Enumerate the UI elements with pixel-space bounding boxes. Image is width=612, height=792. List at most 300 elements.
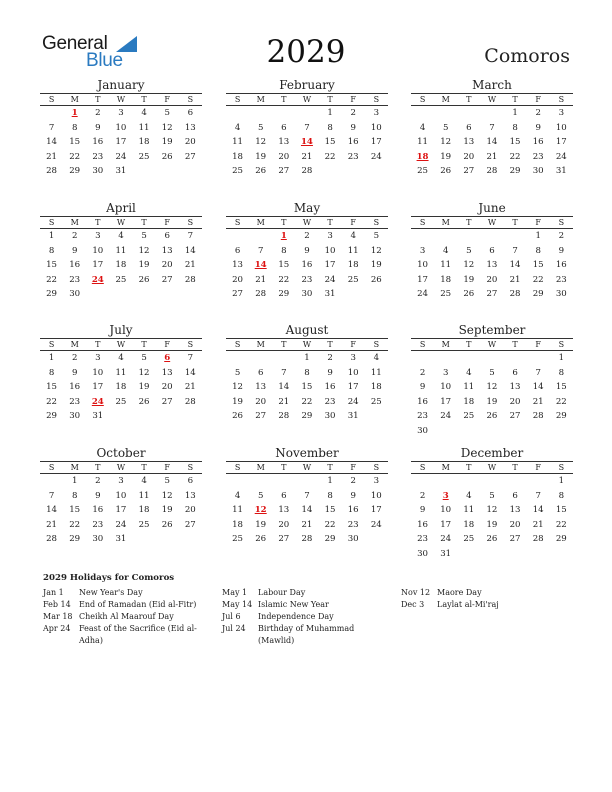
calendar-day: 24	[115, 151, 127, 162]
weekday-label: T	[466, 95, 472, 104]
calendar-day: 5	[373, 231, 380, 241]
empty-day	[411, 474, 434, 489]
week-row	[40, 287, 202, 302]
calendar-day: 18	[463, 519, 475, 530]
calendar-day: 16	[417, 519, 429, 530]
week-row	[226, 395, 388, 410]
week-row	[411, 229, 573, 244]
weekday-label: S	[234, 95, 241, 104]
calendar-day: 4	[466, 367, 472, 378]
calendar-day: 4	[350, 231, 356, 241]
holiday-name: Birthday of Muhammad (Mawlid)	[258, 624, 355, 645]
weekday-label: S	[373, 463, 380, 472]
weekday-label: S	[419, 218, 426, 227]
month-name: November	[275, 446, 339, 460]
week-row	[40, 351, 202, 366]
calendar-day: 26	[232, 411, 244, 421]
week-row	[411, 380, 573, 395]
calendar-day: 17	[440, 519, 452, 530]
calendar-day: 28	[46, 534, 58, 544]
calendar-day: 12	[370, 245, 382, 256]
calendar-day: 29	[555, 534, 567, 544]
calendar-day: 20	[161, 382, 173, 392]
empty-day	[272, 474, 295, 489]
calendar-day: 26	[138, 396, 150, 407]
empty-day	[179, 409, 202, 424]
calendar-day: 16	[69, 260, 81, 270]
calendar-day: 5	[442, 122, 449, 133]
calendar-day: 10	[440, 505, 452, 515]
calendar-day: 24	[440, 534, 452, 544]
week-row	[40, 106, 202, 121]
calendar-day: 17	[370, 505, 382, 515]
empty-day	[109, 287, 132, 302]
calendar-day: 1	[512, 108, 518, 118]
calendar-day: 13	[486, 260, 498, 270]
calendar-day: 28	[486, 166, 498, 176]
week-row	[226, 532, 388, 547]
holiday-day: 1	[280, 231, 287, 241]
holiday-item	[401, 587, 571, 599]
calendar-day: 25	[370, 396, 382, 407]
calendar-day: 21	[486, 151, 498, 162]
calendar-day: 25	[138, 151, 150, 162]
calendar-day: 12	[232, 382, 244, 392]
calendar-day: 8	[304, 367, 310, 378]
empty-day	[504, 474, 527, 489]
weekday-label: T	[141, 95, 147, 104]
calendar-day: 12	[486, 382, 498, 392]
week-row	[411, 474, 573, 489]
calendar-day: 20	[232, 274, 244, 285]
calendar-day: 27	[509, 534, 521, 544]
calendar-day: 16	[555, 260, 567, 270]
empty-day	[342, 287, 365, 302]
weekday-label: W	[302, 463, 312, 472]
calendar-day: 25	[463, 534, 475, 544]
calendar-day: 16	[324, 382, 336, 392]
weekday-label: F	[350, 95, 356, 104]
holiday-date: Jan 1	[43, 588, 64, 597]
calendar-day: 18	[463, 396, 475, 407]
calendar-day: 11	[440, 260, 452, 270]
calendar-day: 30	[417, 425, 429, 436]
calendar-day: 25	[232, 534, 244, 544]
month-name: September	[458, 323, 526, 337]
empty-day	[434, 424, 457, 439]
month-september	[411, 323, 573, 438]
calendar-day: 11	[370, 367, 382, 378]
calendar-day: 5	[164, 108, 170, 118]
calendar-day: 22	[69, 519, 81, 530]
calendar-day: 27	[232, 289, 244, 299]
weekday-header	[226, 216, 388, 229]
calendar-day: 27	[184, 519, 196, 530]
calendar-day: 31	[115, 534, 127, 544]
logo-text-general: General	[42, 33, 108, 54]
empty-day	[527, 547, 550, 562]
calendar-day: 7	[304, 490, 310, 501]
holiday-day: 24	[91, 396, 104, 407]
calendar-day: 9	[419, 382, 426, 392]
calendar-day: 30	[555, 289, 567, 299]
logo-text-blue: Blue	[86, 50, 123, 71]
holiday-date: Dec 3	[401, 600, 425, 609]
empty-day	[249, 474, 272, 489]
calendar-day: 15	[69, 505, 81, 515]
calendar-day: 26	[255, 166, 267, 176]
week-row	[40, 474, 202, 489]
calendar-day: 18	[347, 260, 359, 270]
calendar-day: 21	[255, 274, 267, 285]
weekday-label: S	[48, 218, 55, 227]
week-row	[226, 244, 388, 259]
calendar-day: 24	[370, 519, 382, 530]
empty-day	[40, 106, 63, 121]
weekday-label: S	[558, 218, 565, 227]
calendar-day: 14	[301, 505, 313, 515]
calendar-day: 7	[304, 122, 310, 133]
weekday-label: T	[327, 218, 333, 227]
week-row	[411, 150, 573, 165]
holiday-item	[222, 623, 392, 647]
weekday-label: W	[487, 218, 497, 227]
empty-day	[504, 229, 527, 244]
calendar-day: 22	[509, 151, 521, 162]
calendar-day: 5	[489, 367, 495, 378]
calendar-day: 10	[324, 245, 336, 256]
calendar-day: 9	[350, 490, 356, 501]
calendar-day: 14	[509, 260, 521, 270]
empty-day	[550, 547, 573, 562]
month-name: March	[472, 78, 512, 92]
calendar-day: 2	[535, 108, 541, 118]
calendar-day: 2	[350, 108, 356, 118]
week-row	[226, 380, 388, 395]
calendar-day: 25	[138, 519, 150, 530]
weekday-label: M	[256, 463, 265, 472]
calendar-day: 5	[141, 353, 147, 363]
empty-day	[365, 287, 388, 302]
weekday-label: T	[466, 218, 472, 227]
calendar-day: 15	[301, 382, 313, 392]
month-name: February	[279, 78, 335, 92]
holiday-date: May 1	[222, 588, 248, 597]
calendar-day: 27	[463, 166, 475, 176]
week-row	[411, 258, 573, 273]
empty-day	[156, 532, 179, 547]
calendar-day: 9	[95, 122, 101, 133]
empty-day	[295, 474, 318, 489]
week-row	[411, 489, 573, 504]
calendar-day: 27	[278, 534, 290, 544]
empty-day	[179, 164, 202, 179]
calendar-day: 11	[115, 245, 127, 256]
month-name: August	[285, 323, 329, 337]
calendar-day: 13	[463, 137, 475, 147]
calendar-day: 9	[419, 505, 426, 515]
week-row	[40, 518, 202, 533]
calendar-day: 17	[92, 382, 104, 392]
calendar-day: 4	[234, 122, 241, 133]
week-row	[40, 409, 202, 424]
calendar-day: 12	[161, 122, 173, 133]
empty-day	[504, 424, 527, 439]
weekday-label: T	[281, 95, 287, 104]
calendar-day: 13	[232, 260, 244, 270]
empty-day	[434, 474, 457, 489]
calendar-day: 19	[370, 260, 382, 270]
week-row	[40, 135, 202, 150]
calendar-day: 26	[255, 534, 267, 544]
weekday-label: S	[187, 340, 194, 349]
weekday-label: T	[512, 340, 518, 349]
weekday-label: F	[350, 340, 356, 349]
calendar-day: 15	[324, 505, 336, 515]
holiday-name: Independence Day	[258, 612, 334, 621]
calendar-day: 24	[324, 274, 336, 285]
holiday-name: Islamic New Year	[258, 600, 329, 609]
empty-day	[133, 532, 156, 547]
week-row	[411, 366, 573, 381]
holiday-day: 18	[416, 151, 429, 162]
week-row	[226, 106, 388, 121]
calendar-day: 6	[466, 122, 472, 133]
weekday-label: T	[281, 218, 287, 227]
calendar-day: 6	[281, 122, 287, 133]
calendar-day: 3	[118, 108, 124, 118]
weekday-label: S	[558, 340, 565, 349]
calendar-day: 31	[115, 166, 127, 176]
weekday-label: T	[281, 463, 287, 472]
calendar-day: 13	[278, 505, 290, 515]
calendar-day: 29	[324, 534, 336, 544]
calendar-day: 13	[161, 367, 173, 378]
empty-day	[156, 409, 179, 424]
empty-day	[249, 229, 272, 244]
calendar-day: 31	[324, 289, 336, 299]
empty-day	[434, 106, 457, 121]
calendar-day: 8	[535, 245, 541, 256]
calendar-day: 5	[141, 231, 147, 241]
calendar-day: 24	[555, 151, 567, 162]
empty-day	[480, 229, 503, 244]
empty-day	[319, 164, 342, 179]
weekday-label: T	[95, 463, 101, 472]
week-row	[411, 547, 573, 562]
calendar-day: 3	[373, 476, 380, 486]
calendar-day: 15	[46, 260, 58, 270]
empty-day	[156, 287, 179, 302]
weekday-label: T	[141, 340, 147, 349]
calendar-day: 23	[324, 396, 336, 407]
calendar-day: 14	[486, 137, 498, 147]
weekday-label: W	[116, 463, 126, 472]
week-row	[40, 273, 202, 288]
calendar-day: 2	[419, 490, 426, 501]
calendar-day: 6	[187, 108, 194, 118]
calendar-day: 1	[327, 476, 333, 486]
empty-day	[411, 106, 434, 121]
calendar-day: 26	[161, 151, 173, 162]
week-row	[411, 121, 573, 136]
weekday-label: M	[70, 218, 79, 227]
calendar-day: 8	[71, 122, 78, 133]
calendar-day: 9	[304, 245, 310, 256]
calendar-day: 15	[532, 260, 544, 270]
calendar-day: 22	[301, 396, 313, 407]
calendar-day: 17	[347, 382, 359, 392]
calendar-day: 23	[69, 274, 81, 285]
calendar-day: 26	[440, 166, 452, 176]
calendar-day: 29	[509, 166, 521, 176]
week-row	[40, 244, 202, 259]
calendar-day: 23	[92, 151, 104, 162]
calendar-day: 19	[232, 396, 244, 407]
calendar-day: 22	[278, 274, 290, 285]
calendar-day: 16	[69, 382, 81, 392]
holiday-name: End of Ramadan (Eid al-Fitr)	[79, 600, 197, 609]
calendar-day: 20	[278, 151, 290, 162]
calendar-day: 10	[347, 367, 359, 378]
calendar-day: 11	[115, 367, 127, 378]
weekday-label: T	[281, 340, 287, 349]
calendar-day: 21	[278, 396, 290, 407]
weekday-label: S	[373, 340, 380, 349]
calendar-day: 7	[512, 245, 518, 256]
weekday-label: F	[164, 340, 170, 349]
calendar-day: 26	[463, 289, 475, 299]
calendar-day: 25	[232, 166, 244, 176]
calendar-day: 1	[304, 353, 310, 363]
calendar-day: 15	[555, 382, 567, 392]
month-name: May	[293, 201, 321, 215]
calendar-day: 27	[161, 396, 173, 407]
holiday-name: Cheikh Al Maarouf Day	[79, 612, 174, 621]
holiday-item	[43, 611, 213, 623]
calendar-day: 20	[509, 519, 521, 530]
week-row	[411, 135, 573, 150]
calendar-day: 30	[347, 534, 359, 544]
calendar-day: 15	[555, 505, 567, 515]
holiday-date: Apr 24	[43, 624, 71, 633]
holiday-item	[43, 587, 213, 599]
empty-day	[156, 164, 179, 179]
calendar-day: 20	[278, 519, 290, 530]
calendar-day: 13	[184, 122, 196, 133]
calendar-day: 11	[463, 505, 475, 515]
calendar-day: 7	[187, 353, 194, 363]
calendar-day: 22	[555, 396, 567, 407]
empty-day	[527, 474, 550, 489]
calendar-day: 10	[440, 382, 452, 392]
calendar-day: 14	[46, 505, 58, 515]
empty-day	[342, 164, 365, 179]
calendar-day: 4	[118, 231, 124, 241]
weekday-label: S	[419, 463, 426, 472]
weekday-header	[40, 338, 202, 351]
calendar-day: 6	[512, 367, 518, 378]
empty-day	[504, 547, 527, 562]
month-february	[226, 78, 388, 179]
calendar-day: 28	[509, 289, 521, 299]
weekday-header	[226, 93, 388, 106]
calendar-day: 7	[48, 490, 55, 501]
calendar-day: 6	[512, 490, 518, 501]
calendar-day: 11	[347, 245, 359, 256]
calendar-day: 7	[48, 122, 55, 133]
calendar-day: 8	[327, 122, 333, 133]
week-row	[40, 229, 202, 244]
calendar-day: 21	[301, 151, 313, 162]
calendar-day: 17	[115, 505, 127, 515]
calendar-day: 18	[115, 382, 127, 392]
calendar-day: 5	[489, 490, 495, 501]
empty-day	[504, 351, 527, 366]
calendar-day: 16	[347, 137, 359, 147]
empty-day	[226, 351, 249, 366]
empty-day	[86, 287, 109, 302]
weekday-label: W	[302, 340, 312, 349]
calendar-day: 25	[463, 411, 475, 421]
calendar-day: 14	[532, 382, 544, 392]
weekday-label: T	[327, 463, 333, 472]
calendar-day: 25	[347, 274, 359, 285]
holiday-column	[401, 587, 571, 611]
weekday-label: S	[419, 340, 426, 349]
weekday-label: W	[116, 95, 126, 104]
calendar-day: 2	[95, 108, 101, 118]
calendar-day: 26	[138, 274, 150, 285]
calendar-day: 27	[509, 411, 521, 421]
week-row	[411, 518, 573, 533]
calendar-day: 10	[370, 122, 382, 133]
calendar-day: 16	[92, 505, 104, 515]
calendar-day: 30	[532, 166, 544, 176]
calendar-day: 1	[48, 231, 55, 241]
calendar-day: 13	[278, 137, 290, 147]
month-name: July	[109, 323, 133, 337]
empty-day	[411, 229, 434, 244]
calendar-day: 14	[184, 367, 196, 378]
empty-day	[457, 229, 480, 244]
calendar-day: 8	[558, 367, 565, 378]
calendar-day: 22	[324, 519, 336, 530]
week-row	[40, 395, 202, 410]
empty-day	[457, 547, 480, 562]
holiday-item	[222, 611, 392, 623]
week-row	[40, 489, 202, 504]
weekday-label: S	[558, 463, 565, 472]
empty-day	[249, 351, 272, 366]
calendar-day: 11	[417, 137, 429, 147]
holiday-date: May 14	[222, 600, 253, 609]
empty-day	[365, 164, 388, 179]
empty-day	[457, 351, 480, 366]
week-row	[411, 503, 573, 518]
calendar-day: 20	[184, 137, 196, 147]
calendar-day: 18	[115, 260, 127, 270]
calendar-day: 30	[417, 548, 429, 559]
weekday-label: M	[70, 95, 79, 104]
holiday-date: Jul 24	[222, 624, 246, 633]
week-row	[226, 258, 388, 273]
calendar-day: 20	[184, 505, 196, 515]
calendar-day: 2	[327, 353, 333, 363]
calendar-day: 22	[69, 151, 81, 162]
weekday-label: F	[164, 95, 170, 104]
calendar-day: 26	[486, 411, 498, 421]
